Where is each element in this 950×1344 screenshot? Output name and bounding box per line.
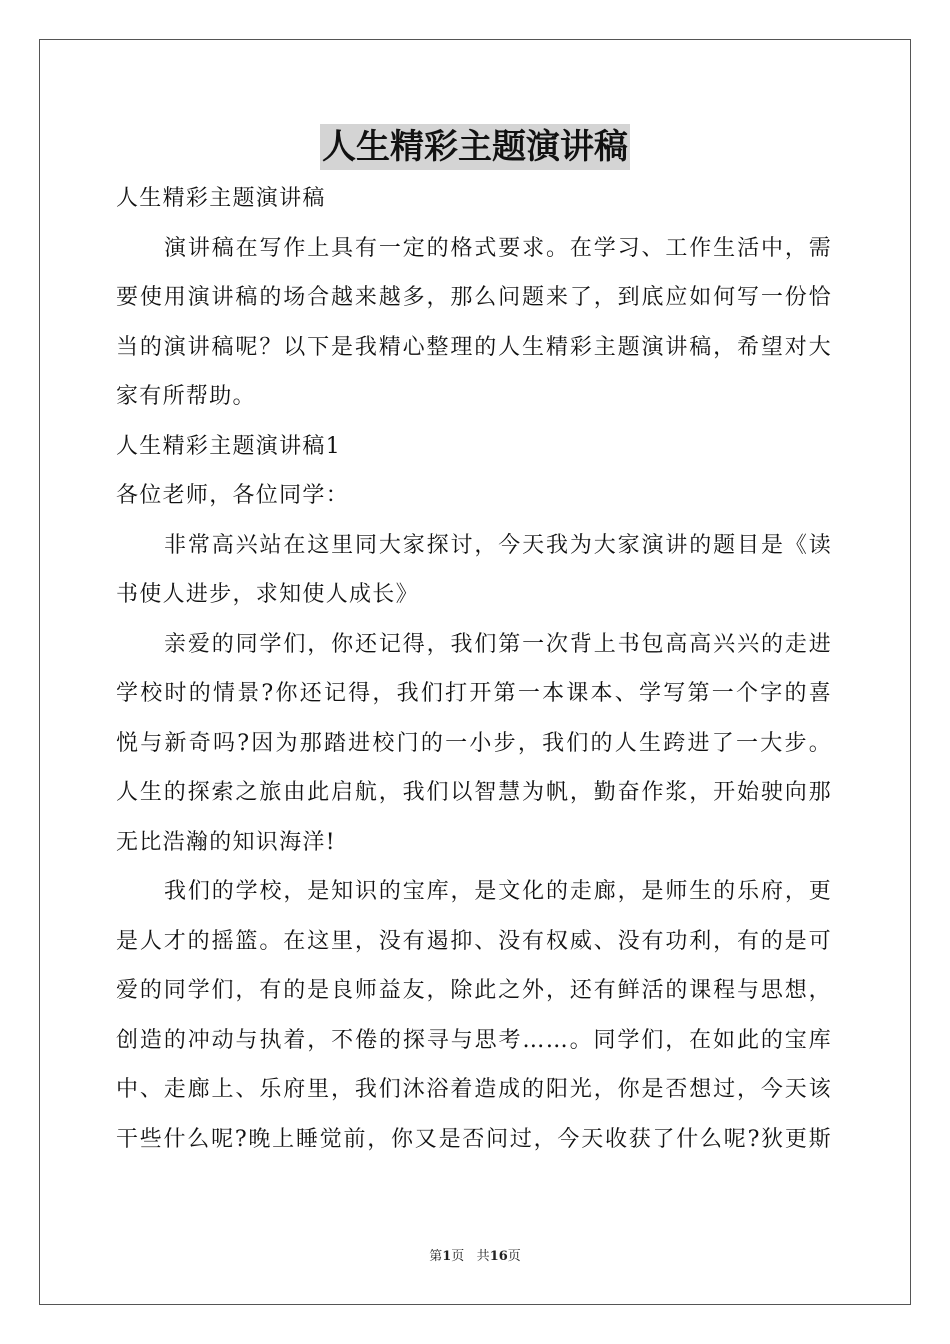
footer-prefix: 第 [429, 1249, 443, 1264]
text-line: 人生精彩主题演讲稿 [116, 186, 326, 211]
text-line: 亲爱的同学们，你还记得，我们第一次背上书包高高兴兴的走进 [164, 631, 832, 657]
title-container [0, 124, 950, 170]
text-line: 家有所帮助。 [116, 384, 256, 409]
document-title: 人生精彩主题演讲稿 [320, 124, 630, 170]
footer-page-suffix: 页 [451, 1249, 465, 1264]
text-line: 悦与新奇吗?因为那踏进校门的一小步，我们的人生跨进了一大步。 [116, 730, 832, 756]
text-line: 书使人进步，求知使人成长》 [116, 582, 419, 607]
footer-total-suffix: 页 [507, 1249, 521, 1264]
text-line: 非常高兴站在这里同大家探讨，今天我为大家演讲的题目是《读 [164, 532, 832, 558]
text-line: 是人才的摇篮。在这里，没有遏抑、没有权威、没有功利，有的是可 [116, 928, 832, 954]
footer-page-number: 1 [442, 1249, 452, 1264]
text-line: 演讲稿在写作上具有一定的格式要求。在学习、工作生活中，需 [164, 235, 832, 261]
footer-total-pages: 16 [489, 1249, 508, 1264]
text-line: 要使用演讲稿的场合越来越多，那么问题来了，到底应如何写一份恰 [116, 285, 832, 310]
text-line: 各位老师，各位同学： [116, 483, 350, 508]
text-line: 我们的学校，是知识的宝库，是文化的走廊，是师生的乐府，更 [164, 879, 832, 904]
text-line: 爱的同学们，有的是良师益友，除此之外，还有鲜活的课程与思想， [116, 978, 832, 1003]
text-line: 中、走廊上、乐府里，我们沐浴着造成的阳光，你是否想过，今天该 [116, 1077, 832, 1102]
text-line: 干些什么呢?晚上睡觉前，你又是否问过，今天收获了什么呢?狄更斯 [116, 1126, 832, 1152]
document-body [116, 174, 832, 1164]
text-line: 人生精彩主题演讲稿1 [116, 433, 341, 459]
text-line: 人生的探索之旅由此启航，我们以智慧为帆，勤奋作浆，开始驶向那 [116, 780, 832, 805]
text-line: 当的演讲稿呢？以下是我精心整理的人生精彩主题演讲稿，希望对大 [116, 334, 832, 360]
footer-total-prefix: 共 [476, 1249, 490, 1264]
text-line: 无比浩瀚的知识海洋! [116, 829, 336, 855]
page-footer [0, 1248, 950, 1266]
text-line: 创造的冲动与执着，不倦的探寻与思考……。同学们，在如此的宝库 [116, 1027, 832, 1053]
text-line: 学校时的情景?你还记得，我们打开第一本课本、学写第一个字的喜 [116, 681, 832, 706]
